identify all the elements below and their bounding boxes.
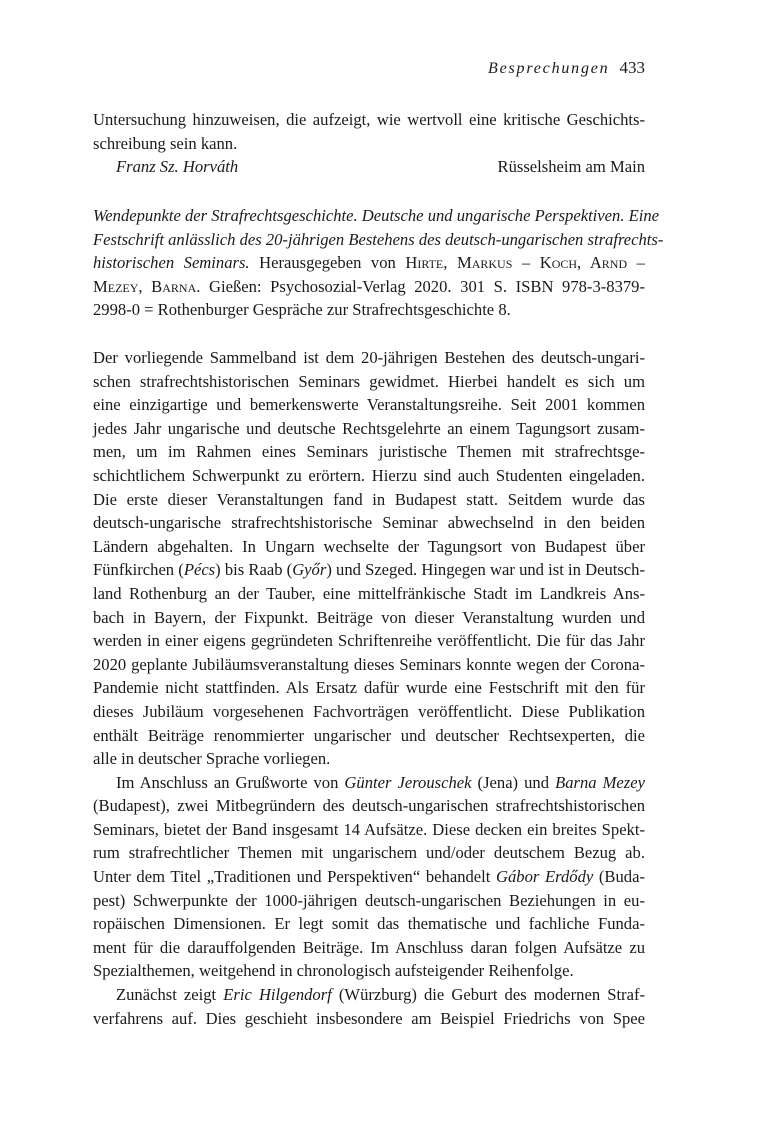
text-line: Pandemie nicht stattfinden. Als Ersatz dafür wurde eine Festschrift mit den für [93,678,645,698]
text-run: (Jena) und [471,772,556,792]
text-run: Im Anschluss an Grußworte von [116,772,345,792]
text-line: schreibung sein kann. [93,133,238,153]
text-line: Die erste dieser Veranstaltungen fand in Budapest statt. Seitdem wurde das [93,489,645,509]
text-line: men, um im Rahmen eines Seminars juristische Themen mit strafrechtsge- [93,442,645,462]
text-line: eine einzigartige und bemerkenswerte Veranstaltungsreihe. Seit 2001 kommen [93,395,645,415]
text-line: dieses Jubiläum vorgesehenen Fachvorträgen veröffentlicht. Diese Publikation [93,701,645,721]
text-line [93,558,645,582]
citation-line: 2998-0 = Rothenburger Gespräche zur Strafrechtsgeschichte 8. [93,300,511,320]
text-run: ) bis Raab ( [215,560,293,580]
text-run: Fünfkirchen ( [93,560,184,580]
book-title-line: Wendepunkte der Strafrechtsgeschichte. Deutsche und ungarische Perspektiven. Eine [93,206,660,225]
text-line: bach in Bayern, der Fixpunkt. Beiträge von dieser Veranstaltung wurden und [93,607,645,627]
place-name: Győr [292,560,327,580]
running-title: Besprechungen [488,60,610,77]
editor-name: Hirte, Markus [405,253,513,273]
text-run: Zunächst zeigt [116,985,224,1005]
text-run: (Würzburg) die Geburt des modernen Straf- [331,985,646,1005]
text-line: pest) Schwerpunkte der 1000-jährigen deutsch-ungarischen Beziehungen in eu- [93,890,645,910]
text-line: schichtlichem Schwerpunkt zu erörtern. Hierzu sind auch Studenten eingeladen. [93,465,645,485]
text-line: Ländern abgehalten. In Ungarn wechselte der Tagungsort von Budapest über [93,536,645,556]
reviewer-signature [93,155,645,179]
book-title-line: Festschrift anlässlich des 20-jährigen Bestehens des deutsch-ungarischen strafrechts- [93,229,664,249]
text-line: jedes Jahr ungarische und deutsche Rechtsgelehrte an einem Tagungsort zusam- [93,418,645,438]
text-line: Der vorliegende Sammelband ist dem 20-jährigen Bestehen des deutsch-ungari- [93,348,645,367]
book-title-end: historischen Seminars. [93,253,250,273]
editor-separator: – [636,253,645,273]
text-line: Spezialthemen, weitgehend in chronologisch aufsteigender Reihenfolge. [93,961,574,981]
text-line: werden in einer eigens gegründeten Schriftenreihe veröffentlicht. Die für das Jahr [93,631,645,651]
text-line [93,771,645,795]
running-header [488,58,645,78]
citation-line [93,275,645,299]
text-line: deutsch-ungarische strafrechtshistorische Seminar abwechselnd in den beiden [93,513,645,533]
reviewer-location: Rüsselsheim am Main [497,157,645,177]
text-line: alle in deutscher Sprache vorliegen. [93,749,331,769]
citation-line [93,251,645,275]
publication-info: Gießen: Psychosozial-Verlag 2020. 301 S. ISBN 978-3-8379- [209,276,645,296]
text-line: rum strafrechtlicher Themen mit ungarischem und/oder deutschem Bezug ab. [93,843,645,863]
text-run: ) und Szeged. Hingegen war und ist in Deutsch- [326,560,645,580]
text-line [93,865,645,889]
text-line [93,983,645,1007]
text-run: (Buda- [593,867,645,887]
text-line: enthält Beiträge renommierter ungarischer und deutscher Rechtsexperten, die [93,725,645,745]
text-line: 2020 geplante Jubiläumsveranstaltung dieses Seminars konnte wegen der Corona- [93,654,645,674]
editor-name: Koch, Arnd [539,253,628,273]
review-body [93,346,645,1030]
book-citation [93,204,664,322]
person-name: Barna Mezey [555,772,645,792]
text-line: land Rothenburg an der Tauber, eine mittelfränkische Stadt im Landkreis Ans- [93,583,645,603]
person-name: Günter Jerouschek [344,772,472,792]
text-line: ropäischen Dimensionen. Er legt somit das thematische und fachliche Funda- [93,914,645,934]
editor-name: Mezey, Barna. [93,276,201,296]
text-run: Unter dem Titel „Traditionen und Perspektiven“ behandelt [93,867,497,887]
person-name: Gábor Erdődy [496,867,594,887]
page-number: 433 [619,58,645,77]
previous-review-ending [93,108,645,179]
text-line: ment für die darauffolgenden Beiträge. Im Anschluss daran folgen Aufsätze zu [93,937,645,957]
editor-separator: – [521,253,531,273]
text-line: verfahrens auf. Dies geschieht insbesondere am Beispiel Friedrichs von Spee [93,1008,645,1028]
text-line: Untersuchung hinzuweisen, die aufzeigt, wie wertvoll eine kritische Geschichts- [93,110,645,129]
text-line: (Budapest), zwei Mitbegründern des deutsch-ungarischen strafrechtshistorischen [93,796,645,816]
text-line: schen strafrechtshistorischen Seminars gewidmet. Hierbei handelt es sich um [93,371,645,391]
person-name: Eric Hilgendorf [223,985,332,1005]
text-line: Seminars, bietet der Band insgesamt 14 Aufsätze. Diese decken ein breites Spekt- [93,819,645,839]
reviewer-name: Franz Sz. Horváth [116,157,239,177]
place-name: Pécs [183,560,216,580]
editors-intro: Herausgegeben von [259,253,396,273]
